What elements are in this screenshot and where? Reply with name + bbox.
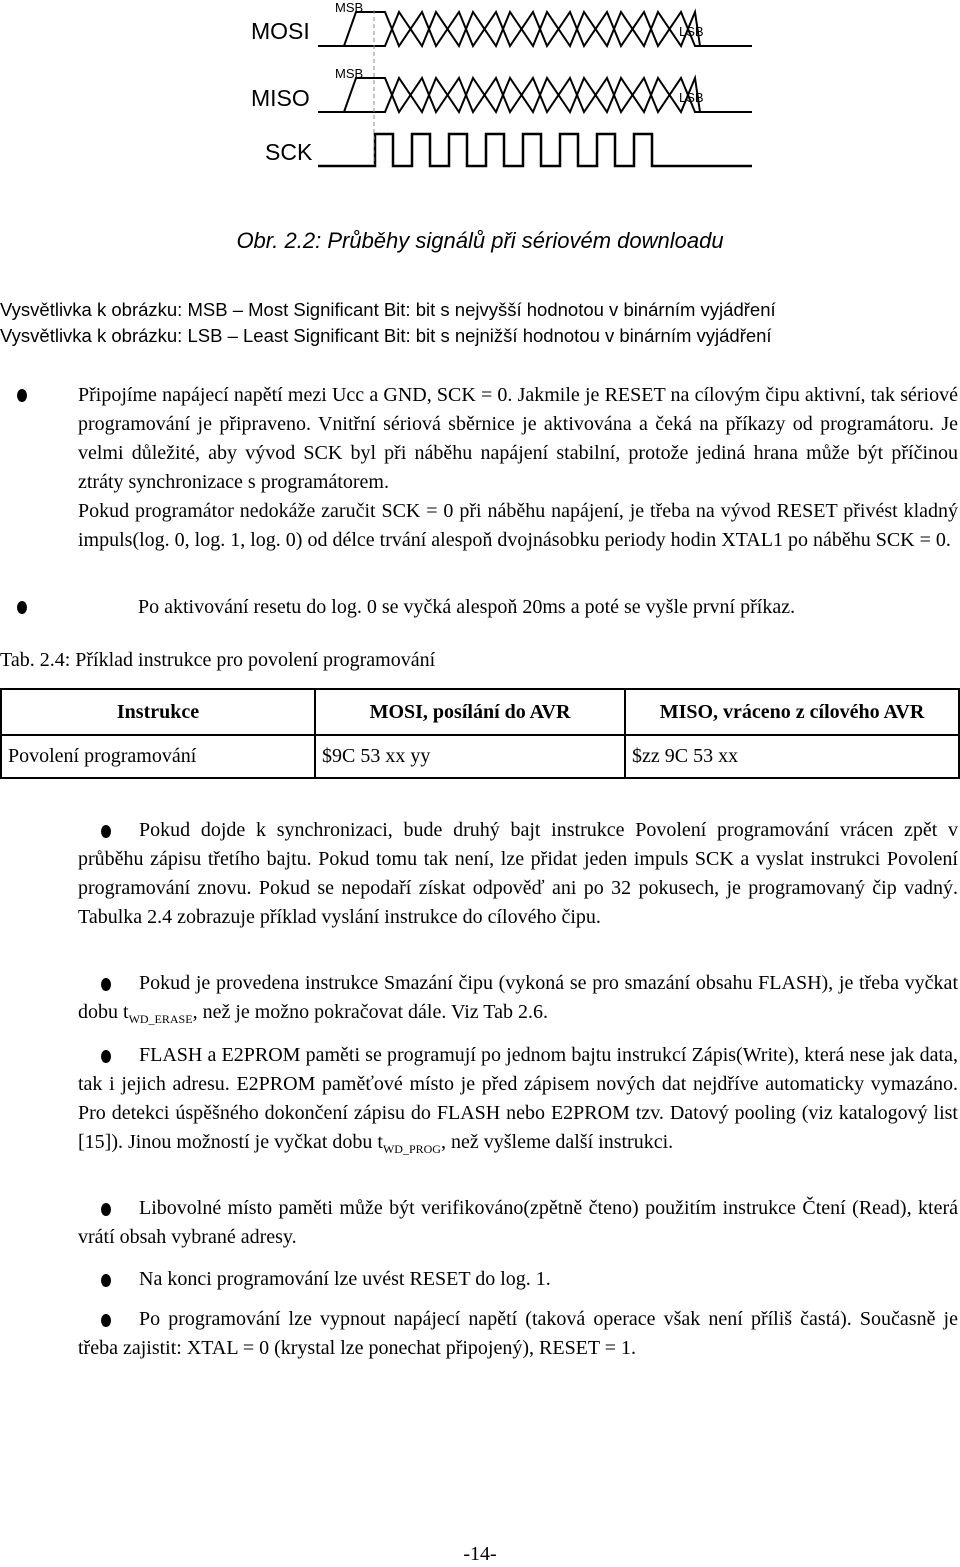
paragraph-text: Pokud dojde k synchronizaci, bude druhý bajt instrukce Povolení programování vrácen zpět v průběhu zápisu třetího bajtu. Pokud tomu tak není, lze přidat jeden impuls SCK a vyslat instrukci Povolení programování znovu. Pokud se nepodaří získat odpověď ani po 32 pokusech, je programovaný čip vadný. Tabulka 2.4 zobrazuje příklad vyslání instrukce do cílového čipu.	[78, 819, 958, 928]
table-header-row	[1, 689, 959, 735]
figure-caption: Obr. 2.2: Průběhy signálů při sériovém downloadu	[236, 228, 724, 253]
signal-label-miso: MISO	[251, 85, 310, 111]
mosi-lsb-label: LSB	[679, 24, 704, 39]
bullet-dot	[101, 825, 111, 838]
bullet-dot	[101, 1274, 111, 1287]
table-row	[1, 735, 959, 778]
waveform-path	[318, 134, 752, 166]
bullet-dot	[101, 1203, 111, 1216]
bullet-paragraph-verify	[78, 1194, 958, 1252]
paragraph-text: Připojíme napájecí napětí mezi Ucc a GND, SCK = 0. Jakmile je RESET na cílovým čipu aktivní, tak sériové programování je připraveno. Vnitřní sériová sběrnice je aktivována a čeká na příkazy od programátoru. Je velmi důležité, aby vývod SCK byl při náběhu napájení stabilní, protože jediná hrana může být příčinou ztráty synchronizace s programátorem.	[78, 384, 958, 493]
bullet-paragraph-reset	[17, 593, 958, 622]
table-header-cell: MISO, vráceno z cílového AVR	[625, 689, 959, 735]
table-cell: $zz 9C 53 xx	[625, 735, 959, 778]
legend-lsb: Vysvětlivka k obrázku: LSB – Least Significant Bit: bit s nejnižší hodnotou v binárním vyjádření	[0, 325, 772, 346]
bullet-dot	[101, 1050, 111, 1063]
paragraph-text: Pokud programátor nedokáže zaručit SCK = 0 při náběhu napájení, je třeba na vývod RESET přivést kladný impuls(log. 0, log. 1, log. 0) od délce trvání alespoň dvojnásobku periody hodin XTAL1 po náběhu SCK = 0.	[78, 500, 958, 551]
mosi-msb-label: MSB	[335, 0, 364, 15]
bullet-paragraph-poweroff	[78, 1305, 958, 1363]
instruction-table	[0, 688, 960, 779]
paragraph-text: Po aktivování resetu do log. 0 se vyčká alespoň 20ms a poté se vyšle první příkaz.	[138, 596, 796, 618]
bullet-dot	[17, 601, 27, 614]
timing-diagram	[0, 0, 960, 185]
bullet-dot	[101, 1314, 111, 1327]
page-number: -14-	[463, 1543, 497, 1565]
signal-label-sck: SCK	[265, 139, 313, 165]
table-cell: $9C 53 xx yy	[315, 735, 625, 778]
bullet-paragraph-erase	[78, 969, 958, 1034]
table-cell: Povolení programování	[1, 735, 315, 778]
signal-label-mosi: MOSI	[251, 18, 310, 44]
miso-lsb-label: LSB	[679, 90, 704, 105]
bullet-paragraph-write	[78, 1041, 958, 1164]
paragraph-text: Na konci programování lze uvést RESET do log. 1.	[139, 1268, 551, 1290]
bullet-dot	[101, 978, 111, 991]
table-header-cell: Instrukce	[1, 689, 315, 735]
bullet-paragraph-power	[17, 381, 958, 555]
paragraph-text: Po programování lze vypnout napájecí napětí (taková operace však není příliš častá). Současně je třeba zajistit: XTAL = 0 (krystal lze ponechat připojený), RESET = 1.	[78, 1308, 958, 1359]
paragraph-text: Pokud je provedena instrukce Smazání čipu (vykoná se pro smazání obsahu FLASH), je třeba vyčkat dobu $t_{WD\_ERASE}$, než je možno pokračovat dále. Viz Tab 2.6.	[78, 972, 958, 1026]
table-header-cell: MOSI, posílání do AVR	[315, 689, 625, 735]
bullet-dot	[17, 389, 27, 402]
legend-msb: Vysvětlivka k obrázku: MSB – Most Significant Bit: bit s nejvyšší hodnotou v binárním vyjádření	[0, 299, 776, 320]
table-caption: Tab. 2.4: Příklad instrukce pro povolení programování	[0, 649, 436, 671]
miso-msb-label: MSB	[335, 66, 364, 81]
bullet-paragraph-sync	[78, 816, 958, 932]
paragraph-text: Libovolné místo paměti může být verifikováno(zpětně čteno) použitím instrukce Čtení (Read), která vrátí obsah vybrané adresy.	[78, 1197, 958, 1248]
paragraph-text: FLASH a E2PROM paměti se programují po jednom bajtu instrukcí Zápis(Write), která nese jak data, tak i jejich adresu. E2PROM paměťové místo je před zápisem nových dat nejdříve automaticky vymazáno. Pro detekci úspěšného dokončení zápisu do FLASH nebo E2PROM tzv. Datový pooling (viz katalogový list [15]). Jinou možností je vyčkat dobu $t_{WD\_PROG}$, než vyšleme další instrukci.	[78, 1044, 958, 1156]
sck-waveform	[318, 134, 752, 166]
bullet-paragraph-end	[78, 1265, 958, 1294]
